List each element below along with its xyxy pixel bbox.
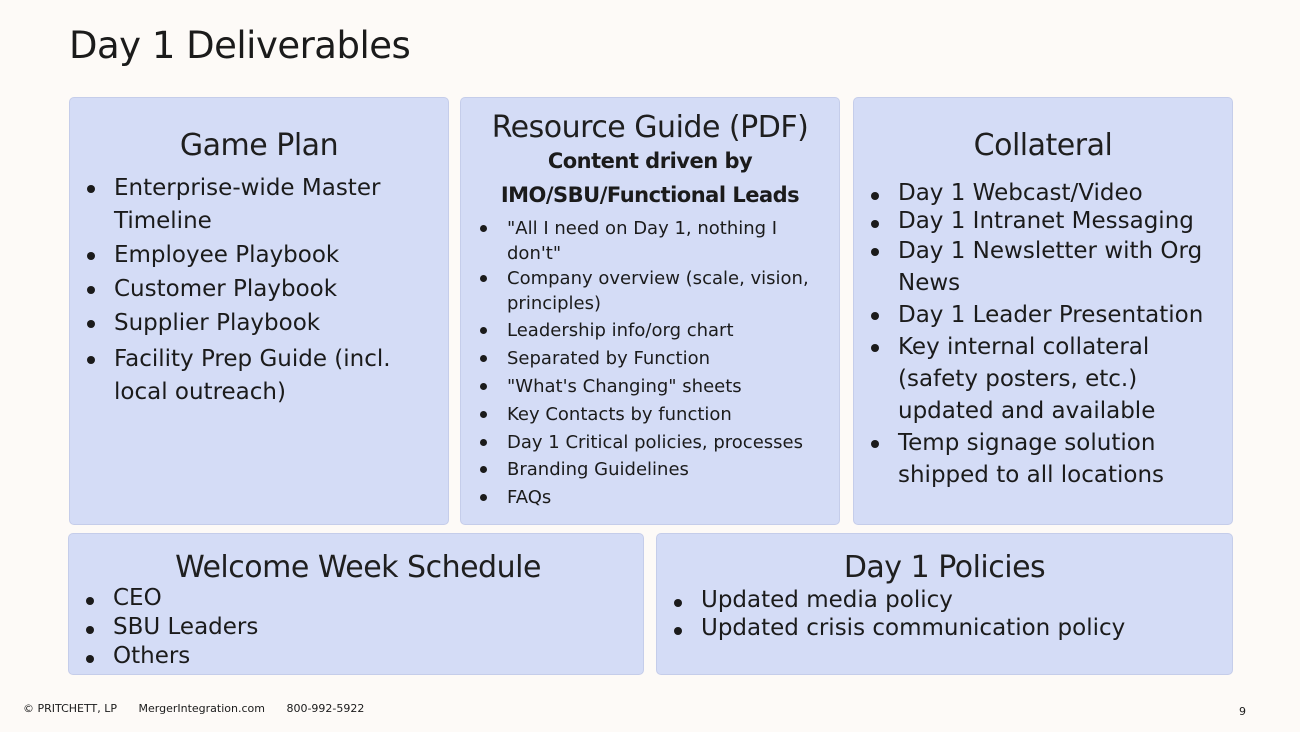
day1-policies-box [656,533,1233,675]
resource-guide-subtitle-line2: IMO/SBU/Functional Leads [500,183,800,207]
list-item: Others [69,642,643,671]
footer-website: MergerIntegration.com [138,702,265,715]
game-plan-title: Game Plan [179,128,339,163]
list-item: "All I need on Day 1, nothing I don't" [461,216,809,266]
list-item: Day 1 Webcast/Video [854,179,1222,207]
list-item: Supplier Playbook [70,307,436,340]
list-item: Temp signage solution shipped to all locations [854,427,1222,491]
day1-policies-list [657,586,1232,642]
list-item: Updated crisis communication policy [657,614,1232,642]
welcome-week-box [68,533,644,675]
list-item: Day 1 Leader Presentation [854,299,1222,331]
list-item: CEO [69,584,643,613]
list-item: Separated by Function [461,346,809,371]
slide-title: Day 1 Deliverables [69,24,411,67]
list-item: Day 1 Critical policies, processes [461,430,809,455]
list-item: "What's Changing" sheets [461,374,809,399]
list-item: Facility Prep Guide (incl. local outreach) [70,343,436,409]
list-item: Day 1 Intranet Messaging [854,207,1222,235]
game-plan-list [70,172,436,409]
welcome-week-list [69,584,643,671]
footer-copyright: © PRITCHETT, LP [23,702,117,715]
page-number: 9 [1239,705,1246,718]
list-item: FAQs [461,485,809,510]
list-item: Customer Playbook [70,273,436,306]
list-item: Enterprise-wide Master Timeline [70,172,436,238]
resource-guide-list [461,216,809,510]
collateral-title: Collateral [973,128,1113,163]
list-item: Leadership info/org chart [461,318,809,343]
list-item: Key internal collateral (safety posters, etc.) updated and available [854,331,1222,427]
list-item: Employee Playbook [70,239,436,272]
resource-guide-subtitle-line1: Content driven by [547,149,753,173]
list-item: Day 1 Newsletter with Org News [854,235,1222,299]
collateral-list [854,179,1222,491]
resource-guide-box [460,97,840,525]
footer-phone: 800-992-5922 [286,702,365,715]
list-item: Branding Guidelines [461,457,809,482]
list-item: Company overview (scale, vision, principles) [461,266,809,316]
welcome-week-title: Welcome Week Schedule [175,550,541,585]
day1-policies-title: Day 1 Policies [843,550,1046,585]
list-item: Updated media policy [657,586,1232,614]
game-plan-box [69,97,449,525]
footer [23,702,382,715]
resource-guide-title: Resource Guide (PDF) [491,110,809,145]
list-item: SBU Leaders [69,613,643,642]
list-item: Key Contacts by function [461,402,809,427]
collateral-box [853,97,1233,525]
